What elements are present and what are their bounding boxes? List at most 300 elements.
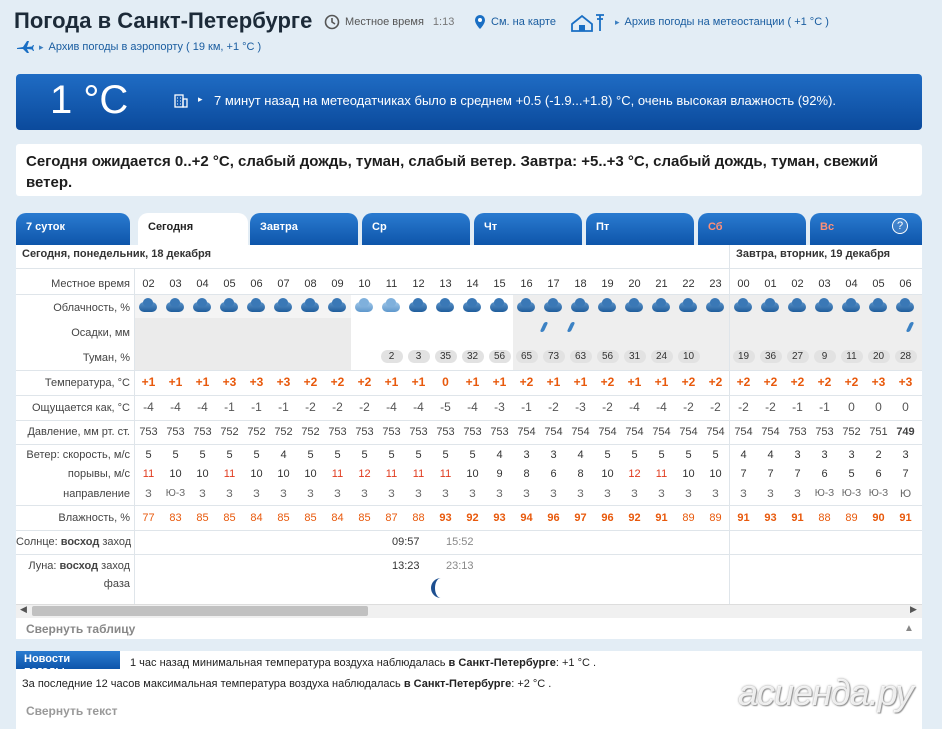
temperature-value: +3	[898, 375, 913, 389]
wind-direction-value: З	[442, 488, 449, 500]
wind-gust-value: 6	[821, 468, 828, 480]
cloud-icon	[407, 298, 429, 314]
wind-gust-value: 6	[550, 468, 557, 480]
wind-gust-value: 10	[196, 468, 209, 480]
temperature-value: +1	[492, 375, 507, 389]
moonrise-time: 13:23	[392, 560, 420, 572]
wind-direction-value: З	[334, 488, 341, 500]
pressure-value: 752	[247, 426, 266, 438]
airplane-icon	[16, 40, 34, 54]
temperature-value: +1	[141, 375, 156, 389]
fog-value: 2	[381, 350, 403, 363]
feels-like-value: 0	[902, 400, 909, 414]
wind-speed-value: 3	[523, 449, 530, 461]
hour-label: 04	[845, 278, 858, 290]
wind-direction-value: З	[388, 488, 395, 500]
pressure-value: 754	[598, 426, 617, 438]
label-clouds: Облачность, %	[53, 302, 130, 314]
wind-gust-value: 11	[655, 468, 668, 480]
fog-cell	[730, 350, 757, 363]
grid-line	[16, 530, 922, 531]
fog-value: 31	[624, 350, 646, 363]
wind-speed-value: 5	[631, 449, 638, 461]
cloud-icon	[299, 298, 321, 314]
humidity-value: 85	[358, 512, 371, 524]
wind-direction-value: З	[631, 488, 638, 500]
pressure-value: 752	[220, 426, 239, 438]
watermark-logo: асиенда.ру	[738, 672, 913, 713]
temperature-value: +2	[681, 375, 696, 389]
feels-like-value: -2	[359, 400, 370, 414]
local-time	[324, 14, 454, 30]
pressure-value: 754	[652, 426, 671, 438]
cloud-icon	[245, 298, 267, 314]
label-sun: Солнце: восход заход	[16, 536, 132, 548]
pressure-value: 753	[436, 426, 455, 438]
hour-label: 21	[655, 278, 668, 290]
wind-gust-value: 8	[577, 468, 584, 480]
pressure-value: 754	[544, 426, 563, 438]
pressure-value: 751	[869, 426, 888, 438]
fog-cell	[784, 350, 811, 363]
feels-like-value: 0	[848, 400, 855, 414]
humidity-value: 85	[304, 512, 317, 524]
cloud-icon	[894, 298, 916, 314]
fog-cell	[594, 350, 621, 363]
grid-line	[16, 554, 922, 555]
wind-gust-value: 10	[682, 468, 695, 480]
news-tab[interactable]: Новости погоды	[16, 651, 120, 669]
pressure-value: 753	[328, 426, 347, 438]
fog-cell	[648, 350, 675, 363]
map-link[interactable]	[474, 14, 556, 30]
fog-value: 11	[841, 350, 863, 363]
grid-line	[16, 268, 922, 269]
hour-label: 20	[628, 278, 641, 290]
wind-gust-value: 10	[466, 468, 479, 480]
pressure-value: 753	[382, 426, 401, 438]
wind-speed-value: 5	[361, 449, 368, 461]
temperature-value: 0	[442, 375, 449, 389]
humidity-value: 92	[466, 512, 479, 524]
hour-label: 02	[791, 278, 804, 290]
label-moon: Луна: восход заход	[28, 560, 130, 572]
archive-airport-label[interactable]: Архив погоды в аэропорту ( 19 км, +1 °C )	[48, 41, 262, 53]
wind-speed-value: 3	[794, 449, 801, 461]
wind-direction-value: Ю-З	[868, 488, 889, 499]
scroll-left-icon[interactable]: ◀	[20, 604, 27, 614]
fog-cell	[757, 350, 784, 363]
label-direction: направление	[63, 488, 130, 500]
temperature-value: +1	[384, 375, 399, 389]
pressure-value: 749	[896, 426, 915, 438]
current-weather-text: 7 минут назад на метеодатчиках было в среднем +0.5 (-1.9...+1.8) °C, очень высокая влажность (92%).	[214, 93, 837, 108]
wind-speed-value: 4	[496, 449, 503, 461]
cloud-icon	[677, 298, 699, 314]
archive-airport-link[interactable]: ▸ Архив погоды в аэропорту ( 19 км, +1 °C )	[16, 40, 261, 54]
wind-gust-value: 12	[358, 468, 371, 480]
wind-direction-value: З	[658, 488, 665, 500]
temperature-value: +3	[276, 375, 291, 389]
hour-label: 09	[331, 278, 344, 290]
hour-label: 04	[196, 278, 209, 290]
fog-value: 56	[489, 350, 511, 363]
wind-direction-value: З	[496, 488, 503, 500]
help-icon[interactable]: ?	[892, 218, 908, 234]
wind-speed-value: 5	[253, 449, 260, 461]
feels-like-value: -3	[494, 400, 505, 414]
fog-cell	[811, 350, 838, 363]
grid-line	[16, 294, 922, 295]
humidity-value: 89	[709, 512, 722, 524]
wind-gust-value: 10	[250, 468, 263, 480]
hour-label: 08	[304, 278, 317, 290]
archive-station-label[interactable]: Архив погоды на метеостанции ( +1 °C )	[624, 16, 829, 28]
wind-direction-value: З	[415, 488, 422, 500]
feels-like-value: -4	[170, 400, 181, 414]
temperature-value: +1	[627, 375, 642, 389]
wind-speed-value: 3	[821, 449, 828, 461]
current-temperature: 1 °C	[50, 78, 129, 122]
wind-direction-value: З	[523, 488, 530, 500]
wind-speed-value: 5	[415, 449, 422, 461]
pressure-value: 754	[517, 426, 536, 438]
temperature-value: +2	[817, 375, 832, 389]
label-gusts: порывы, м/с	[67, 468, 130, 480]
hour-label: 13	[439, 278, 452, 290]
cloud-icon	[461, 298, 483, 314]
wind-speed-value: 3	[902, 449, 909, 461]
temperature-value: +2	[708, 375, 723, 389]
cloud-icon	[515, 298, 537, 314]
label-pressure: Давление, мм рт. ст.	[27, 426, 130, 438]
wind-gust-value: 9	[496, 468, 503, 480]
hour-label: 05	[872, 278, 885, 290]
cloud-icon	[272, 298, 294, 314]
wind-direction-value: З	[361, 488, 368, 500]
temperature-value: +1	[465, 375, 480, 389]
wind-speed-value: 5	[712, 449, 719, 461]
hour-label: 22	[682, 278, 695, 290]
feels-like-value: -3	[575, 400, 586, 414]
wind-direction-value: З	[253, 488, 260, 500]
feels-like-value: -4	[629, 400, 640, 414]
feels-like-value: -4	[143, 400, 154, 414]
collapse-text-link[interactable]: Свернуть текст	[26, 704, 118, 718]
wind-gust-value: 11	[412, 468, 425, 480]
fog-cell	[892, 350, 919, 363]
wind-gust-value: 11	[439, 468, 452, 480]
fog-value: 73	[543, 350, 565, 363]
clock-icon	[324, 14, 340, 30]
feels-like-value: -2	[765, 400, 776, 414]
tab-wednesday[interactable]: Ср	[362, 213, 470, 245]
hour-label: 06	[250, 278, 263, 290]
wind-gust-value: 10	[277, 468, 290, 480]
current-weather-banner	[16, 74, 922, 130]
cloud-icon	[704, 298, 726, 314]
temperature-value: +2	[357, 375, 372, 389]
label-humidity: Влажность, %	[58, 512, 130, 524]
wind-gust-value: 7	[767, 468, 774, 480]
feels-like-value: -1	[819, 400, 830, 414]
wind-gust-value: 11	[142, 468, 155, 480]
feels-like-value: -2	[683, 400, 694, 414]
tab-thursday[interactable]: Чт	[474, 213, 582, 245]
fog-cell	[865, 350, 892, 363]
fog-value: 27	[787, 350, 809, 363]
wind-gust-value: 12	[628, 468, 641, 480]
wind-gust-value: 7	[902, 468, 909, 480]
wind-direction-value: З	[226, 488, 233, 500]
wind-gust-value: 11	[331, 468, 344, 480]
feels-like-value: 0	[875, 400, 882, 414]
feels-like-value: -4	[656, 400, 667, 414]
archive-station-link[interactable]: ▸ Архив погоды на метеостанции ( +1 °C )	[570, 12, 829, 32]
wind-speed-value: 5	[145, 449, 152, 461]
feels-like-value: -1	[251, 400, 262, 414]
fog-cell	[486, 350, 513, 363]
fog-value: 56	[597, 350, 619, 363]
hour-label: 17	[547, 278, 560, 290]
tab-friday[interactable]: Пт	[586, 213, 694, 245]
wind-gust-value: 11	[223, 468, 236, 480]
wind-direction-value: Ю-З	[814, 488, 835, 499]
wind-direction-value: Ю-З	[841, 488, 862, 499]
wind-direction-value: З	[199, 488, 206, 500]
feels-like-value: -2	[305, 400, 316, 414]
humidity-value: 94	[520, 512, 533, 524]
humidity-value: 91	[655, 512, 668, 524]
wind-speed-value: 5	[685, 449, 692, 461]
pressure-value: 753	[788, 426, 807, 438]
wind-speed-value: 5	[442, 449, 449, 461]
temperature-value: +3	[249, 375, 264, 389]
grid-line	[16, 505, 922, 506]
building-icon	[174, 92, 188, 108]
fog-value: 35	[435, 350, 457, 363]
fog-value: 28	[895, 350, 917, 363]
humidity-value: 91	[791, 512, 804, 524]
tomorrow-header: Завтра, вторник, 19 декабря	[736, 248, 891, 260]
tab-tomorrow[interactable]: Завтра	[250, 213, 358, 245]
label-phase: фаза	[103, 578, 130, 590]
humidity-value: 88	[818, 512, 831, 524]
temperature-value: +1	[654, 375, 669, 389]
temperature-value: +2	[763, 375, 778, 389]
hour-label: 23	[709, 278, 722, 290]
cloud-icon	[326, 298, 348, 314]
fog-cell	[405, 350, 432, 363]
wind-direction-value: З	[685, 488, 692, 500]
news-item: За последние 12 часов максимальная температура воздуха наблюдалась в Санкт-Петербурге: +2 °C .	[22, 678, 552, 690]
cloud-icon	[434, 298, 456, 314]
fog-cell	[459, 350, 486, 363]
wind-direction-value: З	[577, 488, 584, 500]
fog-value: 63	[570, 350, 592, 363]
cloud-icon	[623, 298, 645, 314]
cloud-icon	[218, 298, 240, 314]
feels-like-value: -5	[440, 400, 451, 414]
wind-speed-value: 5	[226, 449, 233, 461]
temperature-value: +1	[195, 375, 210, 389]
humidity-value: 97	[574, 512, 587, 524]
cloud-icon	[488, 298, 510, 314]
grid-line	[16, 420, 922, 421]
hour-label: 15	[493, 278, 506, 290]
sunset-time: 15:52	[446, 536, 474, 548]
humidity-value: 89	[845, 512, 858, 524]
fog-value: 3	[408, 350, 430, 363]
pressure-value: 754	[679, 426, 698, 438]
hour-label: 11	[385, 278, 398, 290]
wind-direction-value: З	[712, 488, 719, 500]
wind-speed-value: 5	[172, 449, 179, 461]
temperature-value: +2	[600, 375, 615, 389]
tab-saturday[interactable]: Сб	[698, 213, 806, 245]
cloud-icon	[191, 298, 213, 314]
wind-gust-value: 8	[523, 468, 530, 480]
hour-label: 00	[737, 278, 750, 290]
hour-label: 16	[520, 278, 533, 290]
fog-value: 9	[814, 350, 836, 363]
humidity-value: 88	[412, 512, 425, 524]
wind-direction-value: З	[469, 488, 476, 500]
feels-like-value: -4	[467, 400, 478, 414]
label-fog: Туман, %	[82, 352, 130, 364]
pressure-value: 752	[301, 426, 320, 438]
wind-direction-value: З	[550, 488, 557, 500]
cloud-icon	[759, 298, 781, 314]
cloud-icon	[353, 298, 375, 314]
pressure-value: 754	[625, 426, 644, 438]
label-time: Местное время	[51, 278, 130, 290]
wind-gust-value: 7	[794, 468, 801, 480]
feels-like-value: -2	[710, 400, 721, 414]
humidity-value: 77	[142, 512, 155, 524]
hour-label: 10	[358, 278, 371, 290]
fog-value: 10	[678, 350, 700, 363]
fog-value: 19	[733, 350, 755, 363]
temperature-value: +1	[411, 375, 426, 389]
wind-speed-value: 2	[875, 449, 882, 461]
wind-gust-value: 10	[709, 468, 722, 480]
hour-label: 14	[466, 278, 479, 290]
temperature-value: +2	[790, 375, 805, 389]
wind-speed-value: 4	[767, 449, 774, 461]
temperature-value: +2	[736, 375, 751, 389]
wind-speed-value: 5	[307, 449, 314, 461]
hour-label: 12	[412, 278, 425, 290]
humidity-value: 85	[196, 512, 209, 524]
local-time-value: 1:13	[432, 16, 455, 28]
wind-direction-value: З	[740, 488, 747, 500]
cloud-icon	[596, 298, 618, 314]
wind-gust-value: 7	[740, 468, 747, 480]
wind-gust-value: 10	[304, 468, 317, 480]
forecast-summary: Сегодня ожидается 0..+2 °C, слабый дождь, туман, слабый ветер. Завтра: +5..+3 °C, слабый дождь, туман, свежий ветер.	[16, 144, 922, 196]
grid-line	[729, 245, 730, 604]
humidity-value: 85	[223, 512, 236, 524]
cloud-icon	[813, 298, 835, 314]
wind-speed-value: 5	[658, 449, 665, 461]
cloud-icon	[840, 298, 862, 314]
fog-cell	[838, 350, 865, 363]
scrollbar-thumb[interactable]	[32, 606, 368, 616]
pressure-value: 753	[409, 426, 428, 438]
arrow-icon: ▸	[198, 94, 203, 104]
humidity-value: 84	[331, 512, 344, 524]
feels-like-value: -4	[197, 400, 208, 414]
wind-gust-value: 6	[875, 468, 882, 480]
grid-line	[16, 395, 922, 396]
fog-cell	[378, 350, 405, 363]
humidity-value: 90	[872, 512, 885, 524]
fog-value: 20	[868, 350, 890, 363]
collapse-up-icon[interactable]: ▲	[904, 623, 914, 634]
wind-speed-value: 5	[604, 449, 611, 461]
moonset-time: 23:13	[446, 560, 474, 572]
moon-phase-icon	[431, 578, 443, 598]
cloud-icon	[569, 298, 591, 314]
fog-value: 24	[651, 350, 673, 363]
feels-like-value: -4	[413, 400, 424, 414]
pressure-value: 753	[166, 426, 185, 438]
pressure-value: 753	[815, 426, 834, 438]
pressure-value: 753	[139, 426, 158, 438]
temperature-value: +2	[303, 375, 318, 389]
temperature-value: +3	[871, 375, 886, 389]
collapse-table-link[interactable]: Свернуть таблицу	[26, 622, 136, 636]
feels-like-value: -2	[738, 400, 749, 414]
tab-sunday[interactable]: Вс	[810, 213, 922, 245]
cloud-icon	[542, 298, 564, 314]
humidity-value: 96	[547, 512, 560, 524]
wind-speed-value: 4	[740, 449, 747, 461]
feels-like-value: -2	[332, 400, 343, 414]
wind-direction-value: З	[280, 488, 287, 500]
feels-like-value: -1	[792, 400, 803, 414]
feels-like-value: -2	[548, 400, 559, 414]
pressure-value: 753	[463, 426, 482, 438]
tab-7-days[interactable]: 7 суток	[16, 213, 130, 245]
wind-gust-value: 5	[848, 468, 855, 480]
humidity-value: 91	[899, 512, 912, 524]
pressure-value: 754	[571, 426, 590, 438]
today-header: Сегодня, понедельник, 18 декабря	[22, 248, 212, 260]
humidity-value: 93	[764, 512, 777, 524]
pressure-value: 753	[193, 426, 212, 438]
wind-speed-value: 5	[334, 449, 341, 461]
humidity-value: 93	[439, 512, 452, 524]
scroll-right-icon[interactable]: ▶	[910, 604, 917, 614]
feels-like-value: -2	[602, 400, 613, 414]
pressure-value: 753	[355, 426, 374, 438]
humidity-value: 89	[682, 512, 695, 524]
fog-cell	[513, 350, 540, 363]
news-item: 1 час назад минимальная температура воздуха наблюдалась в Санкт-Петербурге: +1 °C .	[130, 657, 597, 669]
hour-label: 05	[223, 278, 236, 290]
wind-speed-value: 4	[577, 449, 584, 461]
page-title: Погода в Санкт-Петербурге	[14, 8, 313, 33]
humidity-value: 93	[493, 512, 506, 524]
grid-line	[16, 370, 922, 371]
tab-today[interactable]: Сегодня	[138, 213, 248, 245]
wind-speed-value: 3	[550, 449, 557, 461]
wind-speed-value: 5	[199, 449, 206, 461]
cloud-icon	[164, 298, 186, 314]
map-link-label[interactable]: См. на карте	[491, 16, 556, 28]
